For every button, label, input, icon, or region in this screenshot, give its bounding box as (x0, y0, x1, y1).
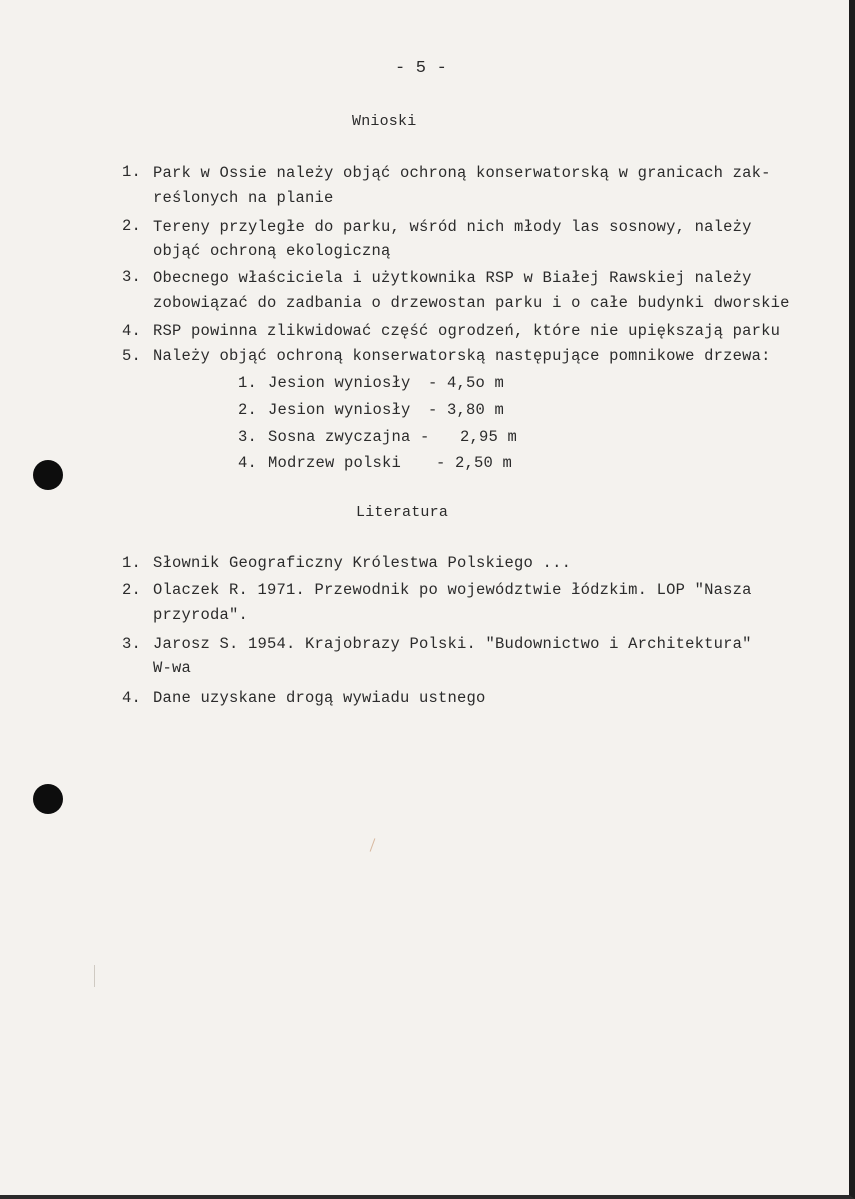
wnioski-item-3-line-1: Obecnego właściciela i użytkownika RSP w Białej Rawskiej należy (153, 269, 752, 287)
tree-name: Jesion wyniosły (268, 374, 411, 392)
literatura-item-2-line-2: przyroda". (153, 606, 249, 624)
tree-number: 4. (238, 454, 258, 472)
heading-wnioski: Wnioski (352, 113, 417, 130)
wnioski-item-5-line-1: Należy objąć ochroną konserwatorską następujące pomnikowe drzewa: (153, 347, 771, 365)
literatura-item-number: 1. (122, 554, 142, 572)
tree-value: 2,95 m (460, 428, 518, 446)
punch-hole (33, 784, 63, 814)
wnioski-item-number: 1. (122, 163, 142, 181)
literatura-item-4-line-1: Dane uzyskane drogą wywiadu ustnego (153, 689, 486, 707)
wnioski-item-1-line-1: Park w Ossie należy objąć ochroną konserwatorską w granicach zak- (153, 164, 771, 182)
literatura-item-1-line-1: Słownik Geograficzny Królestwa Polskiego ... (153, 554, 572, 572)
wnioski-item-2-line-1: Tereny przyległe do parku, wśród nich młody las sosnowy, należy (153, 218, 752, 236)
tree-name: Sosna zwyczajna - (268, 428, 430, 446)
wnioski-item-number: 3. (122, 268, 142, 286)
heading-literatura: Literatura (356, 504, 449, 521)
tree-value: - 4,5o m (428, 374, 505, 392)
tree-number: 3. (238, 428, 258, 446)
page-number: - 5 - (395, 59, 448, 78)
wnioski-item-4-line-1: RSP powinna zlikwidować część ogrodzeń, które nie upiększają parku (153, 322, 781, 340)
literatura-item-2-line-1: Olaczek R. 1971. Przewodnik po województwie łódzkim. LOP "Nasza (153, 581, 752, 599)
literatura-item-3-line-2: W-wa (153, 659, 192, 677)
wnioski-item-number: 4. (122, 322, 142, 340)
paper-mark (370, 838, 376, 851)
literatura-item-number: 3. (122, 635, 142, 653)
wnioski-item-2-line-2: objąć ochroną ekologiczną (153, 242, 391, 260)
wnioski-item-3-line-2: zobowiązać do zadbania o drzewostan parku i o całe budynki dworskie (153, 294, 790, 312)
wnioski-item-1-line-2: reślonych na planie (153, 189, 334, 207)
wnioski-item-number: 5. (122, 347, 142, 365)
tree-name: Modrzew polski (268, 454, 402, 472)
literatura-item-3-line-1: Jarosz S. 1954. Krajobrazy Polski. "Budownictwo i Architektura" (153, 635, 752, 653)
tree-number: 2. (238, 401, 258, 419)
punch-hole (33, 460, 63, 490)
tree-name: Jesion wyniosły (268, 401, 411, 419)
wnioski-item-number: 2. (122, 217, 142, 235)
tree-value: - 3,80 m (428, 401, 505, 419)
paper-mark (94, 965, 95, 987)
literatura-item-number: 2. (122, 581, 142, 599)
tree-number: 1. (238, 374, 258, 392)
tree-value: - 2,50 m (436, 454, 513, 472)
literatura-item-number: 4. (122, 689, 142, 707)
